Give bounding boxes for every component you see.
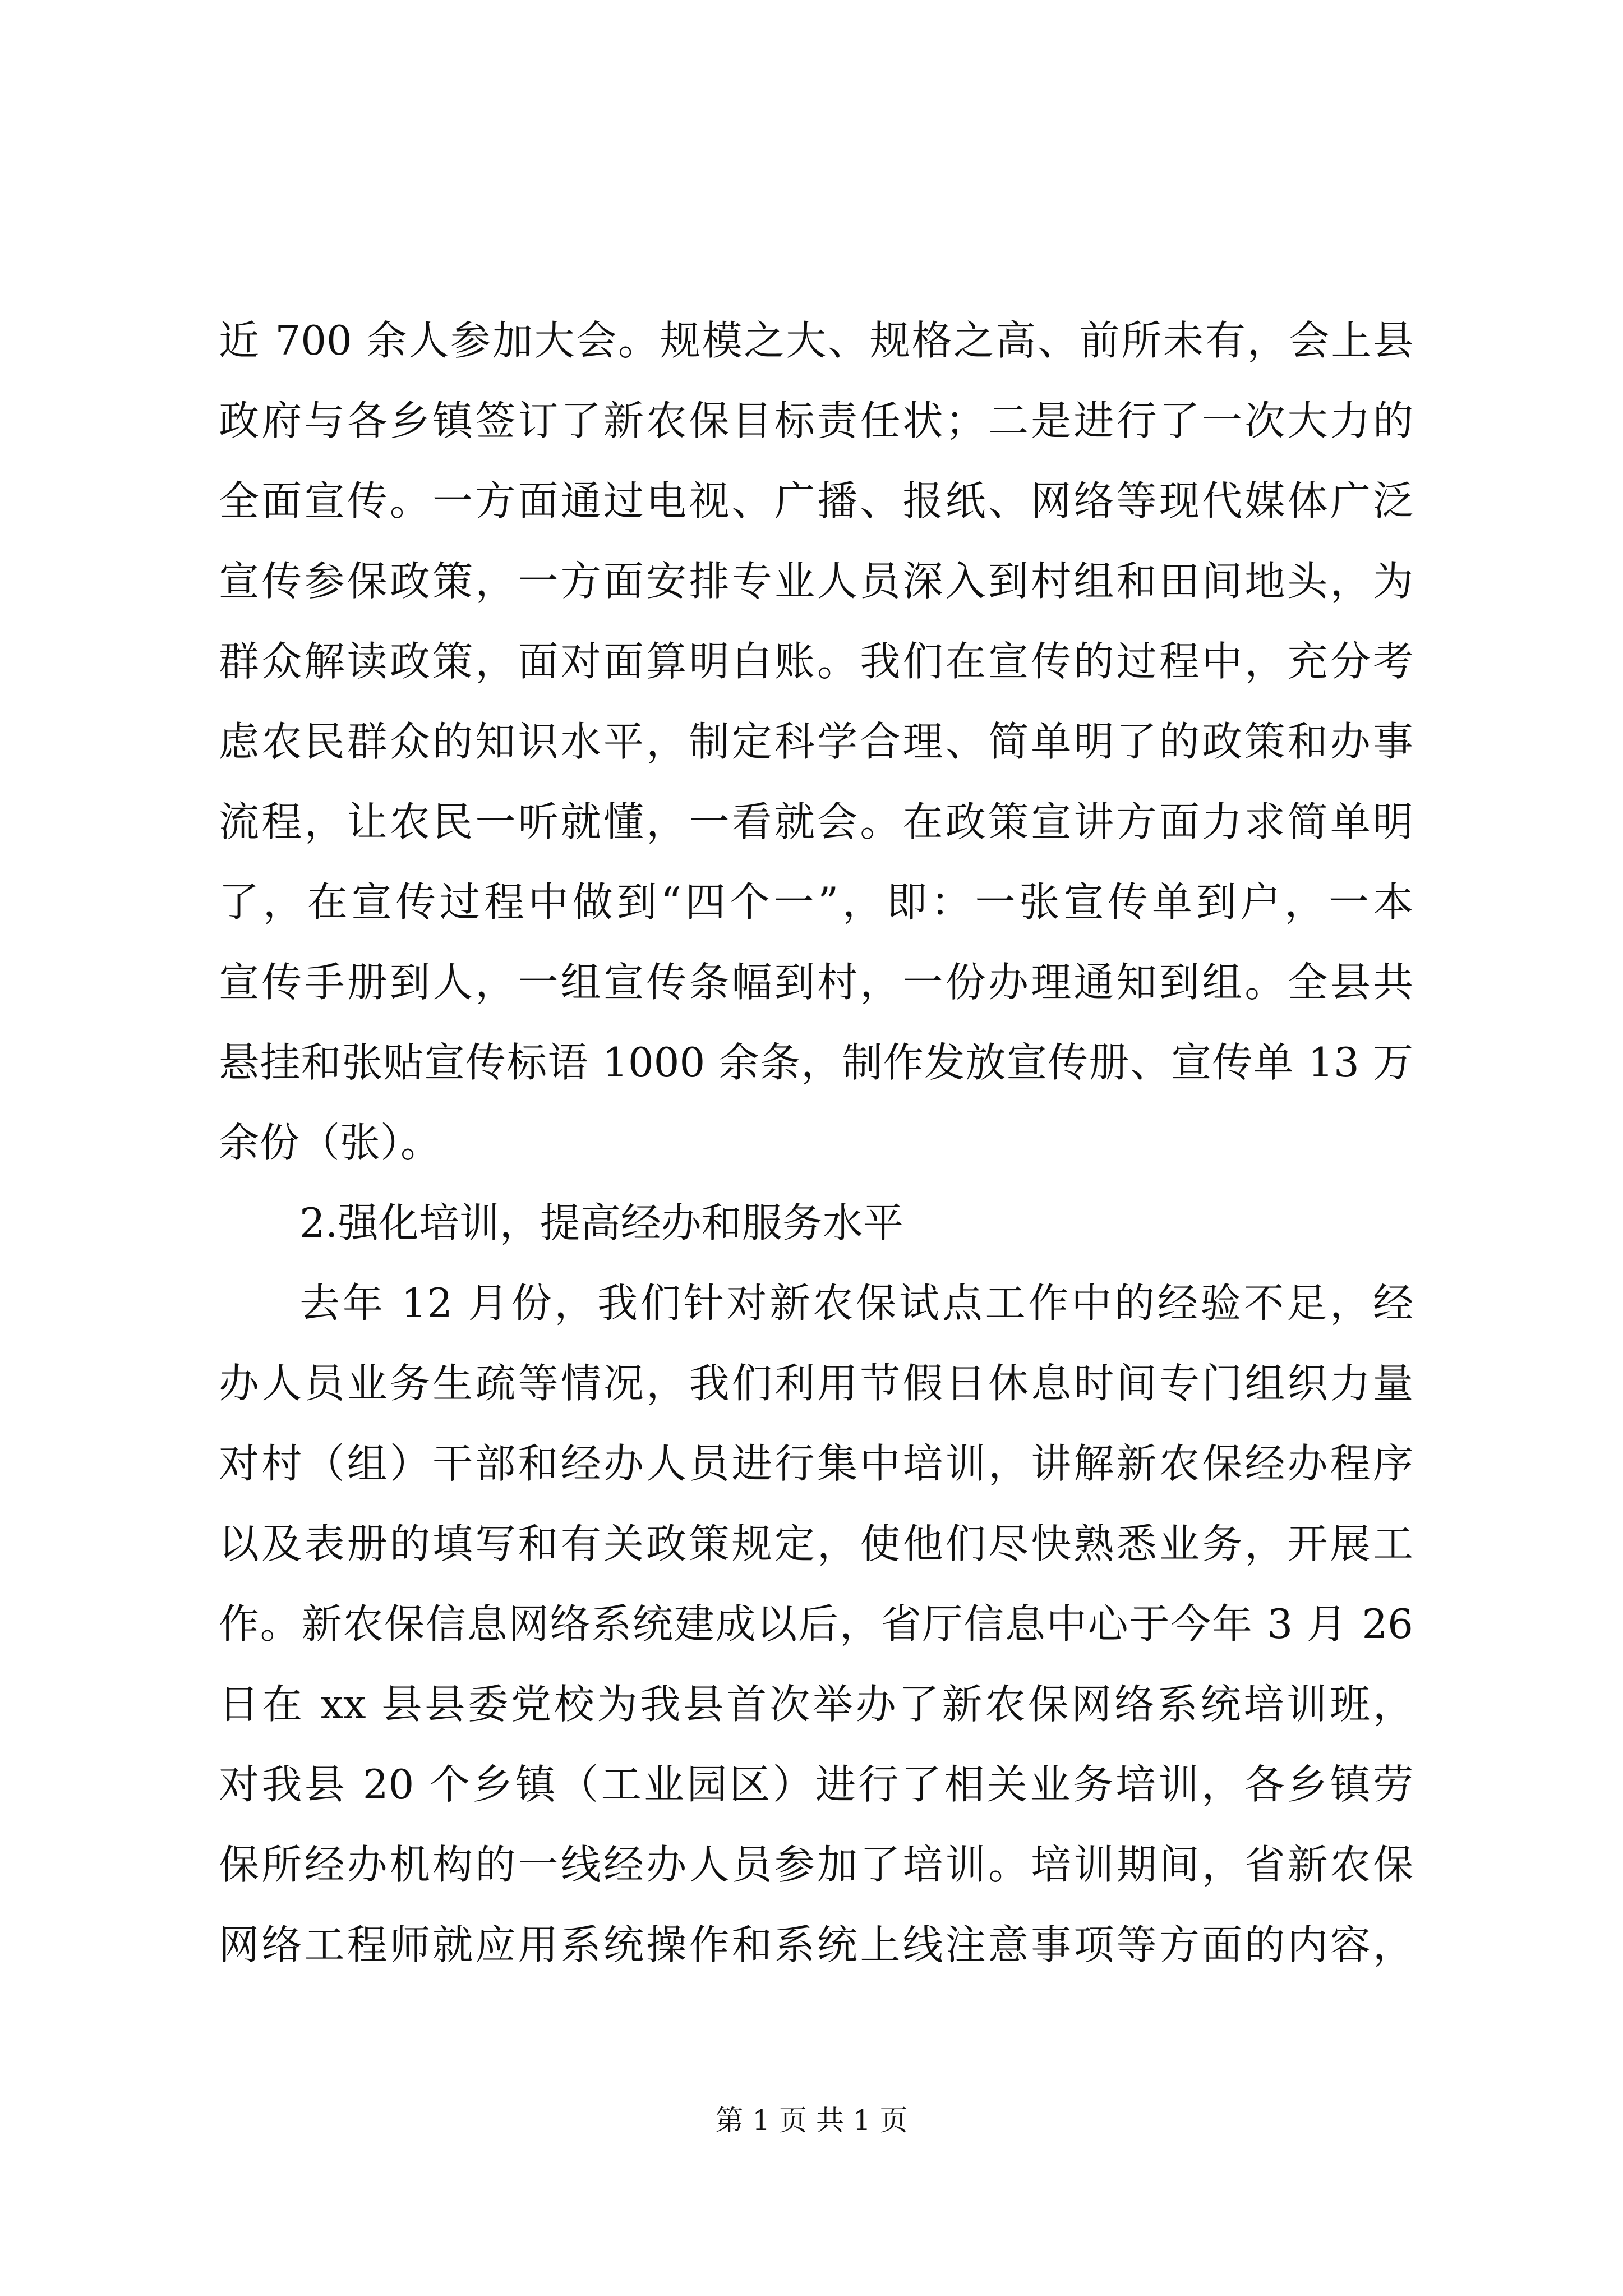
text-line: 对村（组）干部和经办人员进行集中培训，讲解新农保经办程序 (219, 1440, 1413, 1487)
text-line: 作。新农保信息网络系统建成以后，省厅信息中心于今年 3 月 26 (219, 1600, 1413, 1648)
paragraph-first-line: 去年 12 月份，我们针对新农保试点工作中的经验不足，经 (299, 1280, 1413, 1327)
text-line: 全面宣传。一方面通过电视、广播、报纸、网络等现代媒体广泛 (219, 477, 1413, 524)
document-body (219, 301, 1413, 1985)
text-line: 宣传参保政策，一方面安排专业人员深入到村组和田间地头，为 (219, 558, 1413, 605)
text-line: 悬挂和张贴宣传标语 1000 余条，制作发放宣传册、宣传单 13 万 (219, 1039, 1413, 1086)
text-line: 网络工程师就应用系统操作和系统上线注意事项等方面的内容， (219, 1921, 1413, 1968)
text-line: 办人员业务生疏等情况，我们利用节假日休息时间专门组织力量 (219, 1360, 1413, 1407)
text-line: 了，在宣传过程中做到“四个一”，即：一张宣传单到户，一本 (219, 878, 1413, 926)
text-line: 对我县 20 个乡镇（工业园区）进行了相关业务培训，各乡镇劳 (219, 1761, 1413, 1808)
text-line: 余份（张）。 (219, 1119, 441, 1166)
text-line: 虑农民群众的知识水平，制定科学合理、简单明了的政策和办事 (219, 718, 1413, 765)
text-line: 近 700 余人参加大会。规模之大、规格之高、前所未有，会上县 (219, 317, 1413, 364)
section-heading: 2.强化培训，提高经办和服务水平 (299, 1199, 903, 1246)
text-line: 宣传手册到人，一组宣传条幅到村，一份办理通知到组。全县共 (219, 959, 1413, 1006)
text-line: 日在 xx 县县委党校为我县首次举办了新农保网络系统培训班， (219, 1681, 1413, 1728)
text-line: 保所经办机构的一线经办人员参加了培训。培训期间，省新农保 (219, 1841, 1413, 1888)
text-line: 群众解读政策，面对面算明白账。我们在宣传的过程中，充分考 (219, 638, 1413, 685)
text-line: 流程，让农民一听就懂，一看就会。在政策宣讲方面力求简单明 (219, 798, 1413, 845)
page-footer: 第 1 页 共 1 页 (715, 2104, 908, 2137)
text-line: 以及表册的填写和有关政策规定，使他们尽快熟悉业务，开展工 (219, 1520, 1413, 1567)
text-line: 政府与各乡镇签订了新农保目标责任状；二是进行了一次大力的 (219, 397, 1413, 444)
